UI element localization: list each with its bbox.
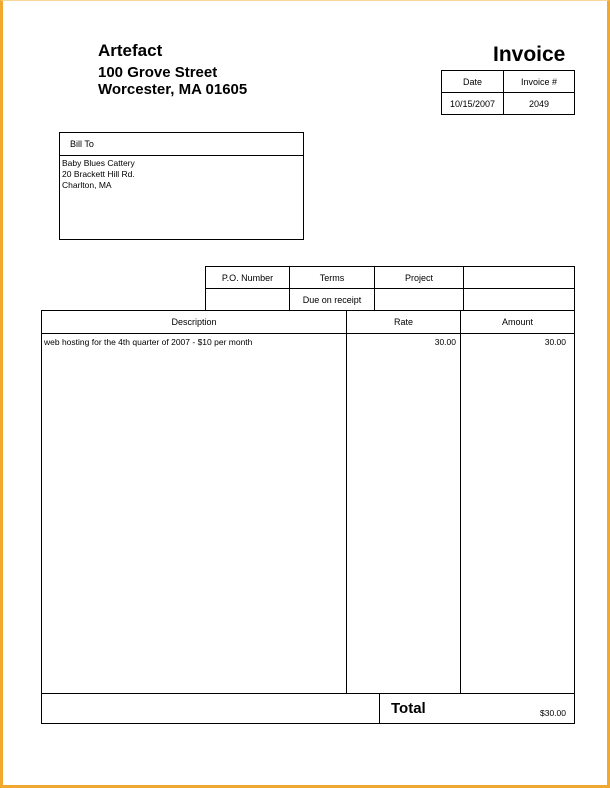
total-divider [42,693,574,694]
company-street: 100 Grove Street [98,64,218,81]
total-label: Total [391,700,426,717]
company-name: Artefact [98,41,163,60]
header-divider [42,333,574,334]
invoice-number-header: Invoice # [503,70,575,93]
total-value: $30.00 [540,708,566,718]
po-number-value [205,288,290,311]
extra-header [463,266,575,289]
invoice-number-value: 2049 [503,92,575,115]
bill-to-line: Baby Blues Cattery [62,158,135,168]
project-header: Project [374,266,464,289]
po-number-header: P.O. Number [205,266,290,289]
item-amount: 30.00 [544,337,566,347]
item-rate: 30.00 [434,337,456,347]
bill-to-address [60,156,303,191]
date-value: 10/15/2007 [441,92,504,115]
terms-value: Due on receipt [289,288,375,311]
item-description: web hosting for the 4th quarter of 2007 - $10 per month [44,337,253,347]
bill-to-line: 20 Brackett Hill Rd. [62,169,135,179]
amount-header: Amount [501,317,534,327]
company-city: Worcester, MA 01605 [98,81,248,98]
column-divider [346,311,347,693]
bill-to-box [59,132,304,240]
date-header: Date [441,70,504,93]
bill-to-line: Charlton, MA [62,180,112,190]
terms-header: Terms [289,266,375,289]
description-header: Description [171,317,217,327]
rate-header: Rate [393,317,413,327]
line-items-table [41,310,575,724]
project-value [374,288,464,311]
total-column-divider [379,693,380,723]
invoice-title: Invoice [493,43,566,66]
extra-value [463,288,575,311]
column-divider [460,311,461,693]
bill-to-label: Bill To [60,133,303,156]
